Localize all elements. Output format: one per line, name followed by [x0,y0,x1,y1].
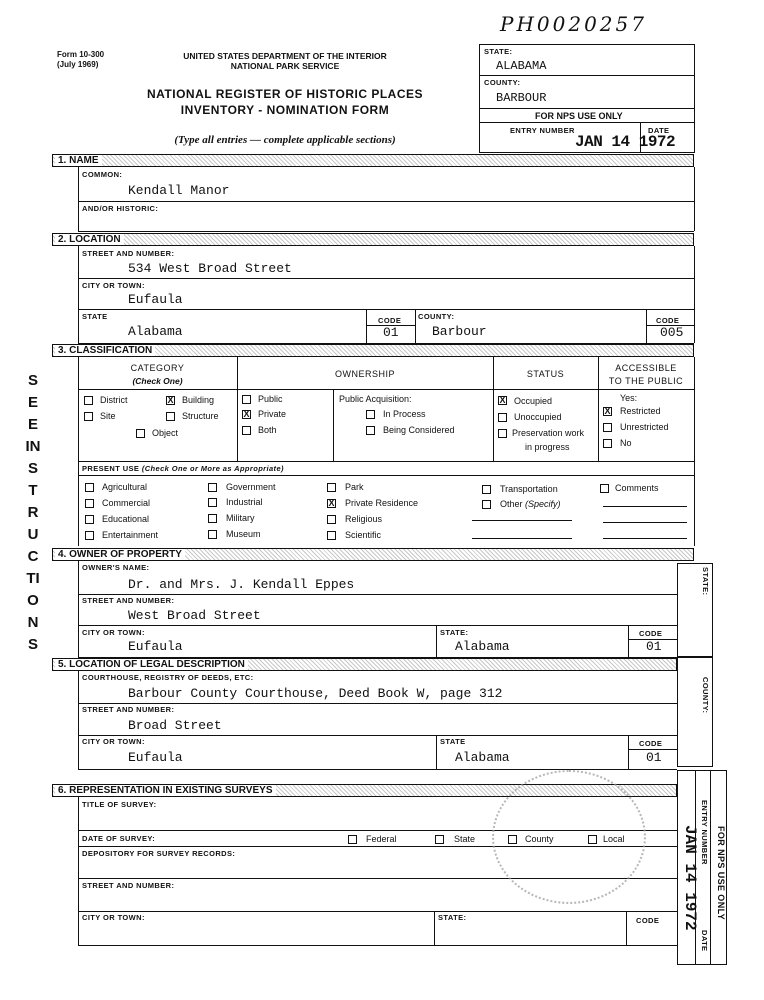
owner-city-value[interactable]: Eufaula [128,639,183,654]
location-county-code-value[interactable]: 005 [660,325,684,340]
side-date-label: DATE [700,930,709,952]
survey-state-checkbox[interactable] [435,835,444,844]
religious-label: Religious [345,514,383,524]
district-label: District [100,395,128,405]
accessible-yes-label: Yes: [620,393,638,403]
public-checkbox[interactable] [242,395,251,404]
being-considered-label: Being Considered [383,425,455,435]
occupied-checkbox[interactable]: X [499,395,506,405]
survey-code-label: CODE [636,916,660,925]
location-state-code-label: CODE [378,316,402,325]
survey-local-label: Local [603,834,625,844]
nps-entry-stamp: JAN 14 1972 [575,133,676,151]
section-5-title: 5. LOCATION OF LEGAL DESCRIPTION [55,659,248,670]
survey-county-label: County [525,834,554,844]
common-label: COMMON: [82,170,123,179]
owner-street-label: STREET AND NUMBER: [82,596,175,605]
location-county-label: COUNTY: [418,312,455,321]
owner-state-label: STATE: [440,628,469,637]
category-header: CATEGORY [130,363,185,373]
private-label: Private [258,409,287,419]
legal-city-label: CITY OR TOWN: [82,737,145,746]
location-street-value[interactable]: 534 West Broad Street [128,261,292,276]
scientific-label: Scientific [345,530,382,540]
location-state-label: STATE [82,312,108,321]
agricultural-checkbox[interactable] [85,483,94,492]
private-residence-checkbox[interactable]: X [328,498,335,508]
survey-state-label-field: STATE: [438,913,467,922]
other-checkbox[interactable] [482,500,491,509]
owner-state-value[interactable]: Alabama [455,639,510,654]
agricultural-label: Agricultural [102,482,148,492]
entertainment-checkbox[interactable] [85,531,94,540]
section-5-side-label: COUNTY: [701,677,710,714]
scientific-checkbox[interactable] [327,531,336,540]
building-label: Building [182,395,215,405]
section-2-title: 2. LOCATION [55,234,124,245]
unoccupied-checkbox[interactable] [498,413,507,422]
location-city-label: CITY OR TOWN: [82,281,145,290]
nps-county-value: BARBOUR [496,91,547,105]
category-sub: (Check One) [132,376,183,386]
nps-state-label: STATE: [484,47,513,56]
survey-state-label: State [454,834,476,844]
courthouse-value[interactable]: Barbour County Courthouse, Deed Book W, page 312 [128,686,503,701]
present-use-title: PRESENT USE [82,464,140,473]
government-label: Government [226,482,276,492]
museum-checkbox[interactable] [208,530,217,539]
in-process-checkbox[interactable] [366,410,375,419]
location-state-code-value[interactable]: 01 [383,325,399,340]
industrial-label: Industrial [226,497,263,507]
form-instructions: (Type all entries — complete applicable sections) [174,134,396,146]
object-label: Object [152,428,179,438]
being-considered-checkbox[interactable] [366,426,375,435]
both-checkbox[interactable] [242,426,251,435]
building-checkbox[interactable]: X [167,395,174,405]
park-label: Park [345,482,364,492]
nps-county-label: COUNTY: [484,78,521,87]
form-date: (July 1969) [57,60,99,69]
commercial-checkbox[interactable] [85,499,94,508]
section-3-title: 3. CLASSIFICATION [55,345,155,356]
public-acquisition-label: Public Acquisition: [339,394,412,404]
courthouse-label: COURTHOUSE, REGISTRY OF DEEDS, ETC: [82,673,254,682]
survey-federal-label: Federal [366,834,397,844]
occupied-label: Occupied [514,396,553,406]
side-nps-use-only: FOR NPS USE ONLY [716,826,726,921]
owner-code-value[interactable]: 01 [646,639,662,654]
survey-date-label: DATE OF SURVEY: [82,834,156,843]
section-4-side-label: STATE: [701,567,710,596]
transportation-checkbox[interactable] [482,485,491,494]
nps-state-value: ALABAMA [496,59,547,73]
entertainment-label: Entertainment [102,530,159,540]
nps-use-only: FOR NPS USE ONLY [535,111,623,121]
ownership-header: OWNERSHIP [334,369,395,379]
agency-line-2: NATIONAL PARK SERVICE [230,61,340,71]
public-label: Public [258,394,283,404]
owner-street-value[interactable]: West Broad Street [128,608,261,623]
accessible-header-1: ACCESSIBLE [615,363,677,373]
no-checkbox[interactable] [603,439,612,448]
district-checkbox[interactable] [84,396,93,405]
side-entry-stamp: JAN 14 1972 [681,825,699,931]
present-use-note: (Check One or More as Appropriate) [141,464,284,473]
section-1-title: 1. NAME [55,155,102,166]
in-process-label: In Process [383,409,426,419]
depository-label: DEPOSITORY FOR SURVEY RECORDS: [82,849,236,858]
park-checkbox[interactable] [327,483,336,492]
legal-street-value[interactable]: Broad Street [128,718,222,733]
accessible-header-2: TO THE PUBLIC [608,376,684,386]
form-title-line-1: NATIONAL REGISTER OF HISTORIC PLACES [146,87,424,101]
location-street-label: STREET AND NUMBER: [82,249,175,258]
section-1-bar [52,154,694,167]
preservation-label-2: in progress [525,442,570,452]
status-header: STATUS [526,369,565,379]
educational-label: Educational [102,514,150,524]
historic-label: AND/OR HISTORIC: [82,204,159,213]
other-text: Other [500,499,523,509]
government-checkbox[interactable] [208,483,217,492]
survey-street-label: STREET AND NUMBER: [82,881,175,890]
comments-label: Comments [615,483,659,493]
military-checkbox[interactable] [208,514,217,523]
nps-entry-number-label: ENTRY NUMBER [510,126,575,135]
preservation-label-1: Preservation work [512,428,585,438]
legal-code-label: CODE [639,739,663,748]
received-stamp [492,770,646,904]
commercial-label: Commercial [102,498,151,508]
owner-name-value[interactable]: Dr. and Mrs. J. Kendall Eppes [128,577,355,592]
object-checkbox[interactable] [136,429,145,438]
site-checkbox[interactable] [84,412,93,421]
specify-text: (Specify) [525,499,561,509]
common-value[interactable]: Kendall Manor [128,183,230,198]
survey-federal-checkbox[interactable] [348,835,357,844]
unrestricted-label: Unrestricted [620,422,669,432]
restricted-checkbox[interactable]: X [604,406,611,416]
survey-title-label: TITLE OF SURVEY: [82,800,157,809]
section-2-bar [52,233,694,246]
site-label: Site [100,411,116,421]
private-checkbox[interactable]: X [243,409,250,419]
form-title-line-2: INVENTORY - NOMINATION FORM [180,103,390,117]
private-residence-label: Private Residence [345,498,419,508]
section-3-bar [52,344,694,357]
side-entry-number-label: ENTRY NUMBER [700,800,709,865]
location-county-code-label: CODE [656,316,680,325]
handwritten-reference-number: PH0020257 [500,12,647,36]
transportation-label: Transportation [500,484,558,494]
legal-street-label: STREET AND NUMBER: [82,705,175,714]
military-label: Military [226,513,255,523]
legal-state-value[interactable]: Alabama [455,750,510,765]
section-4-title: 4. OWNER OF PROPERTY [55,549,185,560]
form-number: Form 10-300 [57,50,105,59]
section-6-title: 6. REPRESENTATION IN EXISTING SURVEYS [55,785,276,796]
comments-checkbox[interactable] [600,484,609,493]
structure-label: Structure [182,411,219,421]
section-5-bar [52,658,677,671]
see-instructions-side-text: SEE INSTRUCTIONS [25,372,41,653]
preservation-checkbox[interactable] [498,429,507,438]
educational-checkbox[interactable] [85,515,94,524]
present-use-label [82,464,284,473]
religious-checkbox[interactable] [327,515,336,524]
nps-date-label: DATE [648,126,670,135]
other-label [500,499,561,509]
survey-city-label: CITY OR TOWN: [82,913,145,922]
owner-name-label: OWNER'S NAME: [82,563,150,572]
owner-code-label: CODE [639,629,663,638]
industrial-checkbox[interactable] [208,498,217,507]
section-4-bar [52,548,694,561]
restricted-label: Restricted [620,406,661,416]
legal-state-label: STATE [440,737,466,746]
museum-label: Museum [226,529,261,539]
location-county-value[interactable]: Barbour [432,324,487,339]
agency-line-1: UNITED STATES DEPARTMENT OF THE INTERIOR [183,51,387,61]
owner-city-label: CITY OR TOWN: [82,628,145,637]
no-label: No [620,438,632,448]
location-city-value[interactable]: Eufaula [128,292,183,307]
unrestricted-checkbox[interactable] [603,423,612,432]
legal-city-value[interactable]: Eufaula [128,750,183,765]
location-state-value[interactable]: Alabama [128,324,183,339]
both-label: Both [258,425,277,435]
structure-checkbox[interactable] [166,412,175,421]
unoccupied-label: Unoccupied [514,412,562,422]
legal-code-value[interactable]: 01 [646,750,662,765]
